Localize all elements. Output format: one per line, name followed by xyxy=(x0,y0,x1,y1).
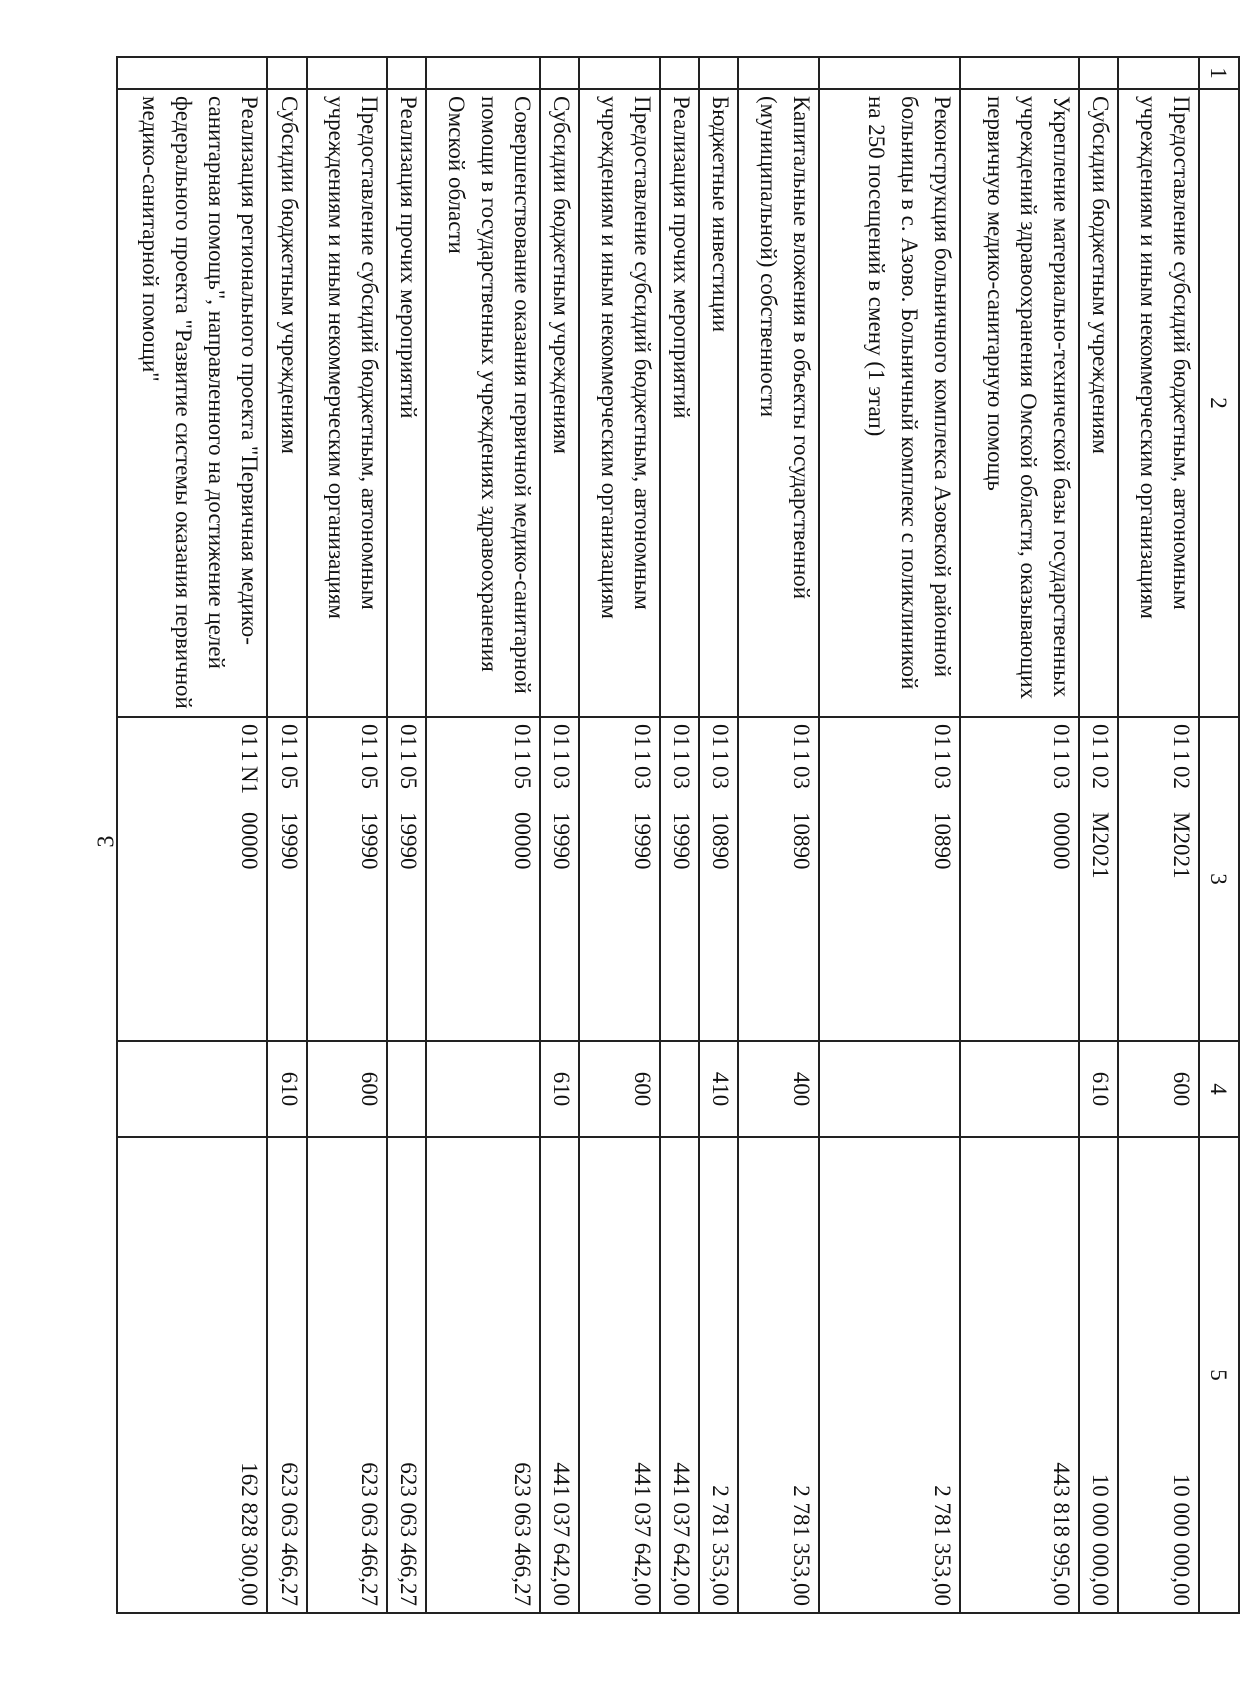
code-segment: 1 xyxy=(357,750,383,762)
table-row xyxy=(1079,57,1118,1613)
row-code xyxy=(660,717,699,1041)
code-segment: 01 xyxy=(1087,724,1113,747)
row-name: Совершенствование оказания первичной медико-санитарной помощи в государственных учреждениях здравоохранения Омской области xyxy=(426,89,539,717)
row-amount: 441 037 642,00 xyxy=(540,1137,579,1613)
row-code xyxy=(117,717,267,1041)
row-number-cell xyxy=(117,57,267,89)
row-amount: 443 818 995,00 xyxy=(960,1137,1079,1613)
row-expense-type: 400 xyxy=(738,1041,819,1137)
table-row xyxy=(819,57,960,1613)
code-segment: 05 xyxy=(276,766,302,789)
code-segment: 00000 xyxy=(1048,812,1074,870)
row-name: Реализация прочих мероприятий xyxy=(660,89,699,717)
row-expense-type: 610 xyxy=(540,1041,579,1137)
table-row xyxy=(426,57,539,1613)
row-number-cell xyxy=(819,57,960,89)
row-code xyxy=(579,717,660,1041)
code-segment: 19990 xyxy=(548,812,574,870)
table-row xyxy=(738,57,819,1613)
code-segment: 1 xyxy=(548,750,574,762)
budget-table-body xyxy=(117,57,1239,1613)
code-segment: 03 xyxy=(708,766,733,789)
table-row xyxy=(579,57,660,1613)
row-amount: 2 781 353,00 xyxy=(699,1137,738,1613)
row-name: Реализация регионального проекта "Первичная медико-санитарная помощь", направленного на достижение целей федерального проекта "Развитие системы оказания первичной медико-санитарной помощи" xyxy=(117,89,267,717)
row-code xyxy=(819,717,960,1041)
code-segment: 05 xyxy=(396,766,422,789)
row-number-cell xyxy=(387,57,426,89)
code-segment: 1 xyxy=(1087,750,1113,762)
col-header-5: 5 xyxy=(1199,1137,1239,1613)
code-segment: 01 xyxy=(237,724,263,747)
row-name: Укрепление материально-технической базы государственных учреждений здравоохранения Омской области, оказывающих первичную медико-санитарную помощь xyxy=(960,89,1079,717)
code-segment: 1 xyxy=(629,750,655,762)
code-segment: 1 xyxy=(237,750,263,762)
row-number-cell xyxy=(426,57,539,89)
row-name: Капитальные вложения в объекты государственной (муниципальной) собственности xyxy=(738,89,819,717)
code-segment: 1 xyxy=(1168,750,1194,762)
code-segment: 01 xyxy=(788,724,814,747)
rotated-page xyxy=(116,56,1240,1612)
code-segment: 19990 xyxy=(629,812,655,870)
row-number-cell xyxy=(960,57,1079,89)
row-amount: 623 063 466,27 xyxy=(307,1137,388,1613)
row-amount: 623 063 466,27 xyxy=(387,1137,426,1613)
row-amount: 2 781 353,00 xyxy=(819,1137,960,1613)
row-number-cell xyxy=(699,57,738,89)
code-segment: 01 xyxy=(1168,724,1194,747)
row-expense-type: 600 xyxy=(579,1041,660,1137)
code-segment: 02 xyxy=(1168,766,1194,789)
row-expense-type: 610 xyxy=(1079,1041,1118,1137)
col-header-2: 2 xyxy=(1199,89,1239,717)
header-row xyxy=(1199,57,1239,1613)
row-expense-type xyxy=(819,1041,960,1137)
code-segment: 10890 xyxy=(788,812,814,870)
code-segment: 00000 xyxy=(237,812,263,870)
row-number-cell xyxy=(579,57,660,89)
row-code xyxy=(307,717,388,1041)
row-expense-type xyxy=(387,1041,426,1137)
row-amount: 10 000 000,00 xyxy=(1079,1137,1118,1613)
row-number-cell xyxy=(738,57,819,89)
col-header-1: 1 xyxy=(1199,57,1239,89)
row-code xyxy=(426,717,539,1041)
code-segment: 1 xyxy=(1048,750,1074,762)
row-code xyxy=(960,717,1079,1041)
row-expense-type: 410 xyxy=(699,1041,738,1137)
col-header-4: 4 xyxy=(1199,1041,1239,1137)
code-segment: 01 xyxy=(629,724,655,747)
table-row xyxy=(540,57,579,1613)
table-row xyxy=(387,57,426,1613)
row-name: Субсидии бюджетным учреждениям xyxy=(267,89,306,717)
page-number: 3 xyxy=(93,835,120,848)
row-name: Субсидии бюджетным учреждениям xyxy=(1079,89,1118,717)
col-header-3: 3 xyxy=(1199,717,1239,1041)
row-expense-type: 600 xyxy=(1118,1041,1199,1137)
row-amount: 10 000 000,00 xyxy=(1118,1137,1199,1613)
code-segment: 01 xyxy=(708,724,733,747)
row-number-cell xyxy=(1118,57,1199,89)
code-segment: 05 xyxy=(357,766,383,789)
row-number-cell xyxy=(540,57,579,89)
row-code xyxy=(1118,717,1199,1041)
code-segment: 01 xyxy=(668,724,694,747)
row-name: Предоставление субсидий бюджетным, автономным учреждениям и иным некоммерческим организациям xyxy=(579,89,660,717)
code-segment: 02 xyxy=(1087,766,1113,789)
code-segment: 01 xyxy=(1048,724,1074,747)
row-number-cell xyxy=(660,57,699,89)
table-row xyxy=(960,57,1079,1613)
row-name: Реализация прочих мероприятий xyxy=(387,89,426,717)
row-name: Реконструкция больничного комплекса Азовской районной больницы в с. Азово. Больничный комплекс с поликлиникой на 250 посещений в смену (1 этап) xyxy=(819,89,960,717)
code-segment: 19990 xyxy=(668,812,694,870)
code-segment: 1 xyxy=(788,750,814,762)
code-segment: 1 xyxy=(509,750,535,762)
row-code xyxy=(699,717,738,1041)
code-segment: 10890 xyxy=(929,812,955,870)
row-amount: 441 037 642,00 xyxy=(579,1137,660,1613)
row-amount: 623 063 466,27 xyxy=(267,1137,306,1613)
row-expense-type: 610 xyxy=(267,1041,306,1137)
code-segment: 01 xyxy=(548,724,574,747)
code-segment: 1 xyxy=(668,750,694,762)
row-expense-type: 600 xyxy=(307,1041,388,1137)
row-number-cell xyxy=(307,57,388,89)
code-segment: 03 xyxy=(668,766,694,789)
table-row xyxy=(1118,57,1199,1613)
code-segment: 1 xyxy=(396,750,422,762)
code-segment: 19990 xyxy=(357,812,383,870)
code-segment: N1 xyxy=(237,766,263,795)
code-segment: 01 xyxy=(357,724,383,747)
budget-table xyxy=(116,56,1240,1614)
code-segment: 03 xyxy=(548,766,574,789)
code-segment: 1 xyxy=(929,750,955,762)
code-segment: M2021 xyxy=(1168,812,1194,879)
row-code xyxy=(387,717,426,1041)
code-segment: 05 xyxy=(509,766,535,789)
code-segment: M2021 xyxy=(1087,812,1113,879)
code-segment: 1 xyxy=(276,750,302,762)
code-segment: 19990 xyxy=(396,812,422,870)
row-number-cell xyxy=(267,57,306,89)
code-segment: 00000 xyxy=(509,812,535,870)
row-expense-type xyxy=(660,1041,699,1137)
row-expense-type xyxy=(117,1041,267,1137)
row-amount: 162 828 300,00 xyxy=(117,1137,267,1613)
row-code xyxy=(267,717,306,1041)
row-expense-type xyxy=(426,1041,539,1137)
row-name: Предоставление субсидий бюджетным, автономным учреждениям и иным некоммерческим организациям xyxy=(307,89,388,717)
table-row xyxy=(660,57,699,1613)
code-segment: 19990 xyxy=(276,812,302,870)
row-name: Бюджетные инвестиции xyxy=(699,89,738,717)
table-row xyxy=(699,57,738,1613)
row-amount: 441 037 642,00 xyxy=(660,1137,699,1613)
code-segment: 03 xyxy=(788,766,814,789)
table-row xyxy=(267,57,306,1613)
row-amount: 623 063 466,27 xyxy=(426,1137,539,1613)
row-amount: 2 781 353,00 xyxy=(738,1137,819,1613)
row-expense-type xyxy=(960,1041,1079,1137)
code-segment: 01 xyxy=(929,724,955,747)
code-segment: 1 xyxy=(708,750,733,762)
table-row xyxy=(117,57,267,1613)
row-code xyxy=(1079,717,1118,1041)
code-segment: 01 xyxy=(276,724,302,747)
code-segment: 01 xyxy=(396,724,422,747)
code-segment: 03 xyxy=(1048,766,1074,789)
code-segment: 03 xyxy=(629,766,655,789)
code-segment: 03 xyxy=(929,766,955,789)
row-code xyxy=(540,717,579,1041)
code-segment: 10890 xyxy=(708,812,733,870)
row-name: Предоставление субсидий бюджетным, автономным учреждениям и иным некоммерческим организациям xyxy=(1118,89,1199,717)
row-name: Субсидии бюджетным учреждениям xyxy=(540,89,579,717)
row-code xyxy=(738,717,819,1041)
row-number-cell xyxy=(1079,57,1118,89)
table-row xyxy=(307,57,388,1613)
code-segment: 01 xyxy=(509,724,535,747)
